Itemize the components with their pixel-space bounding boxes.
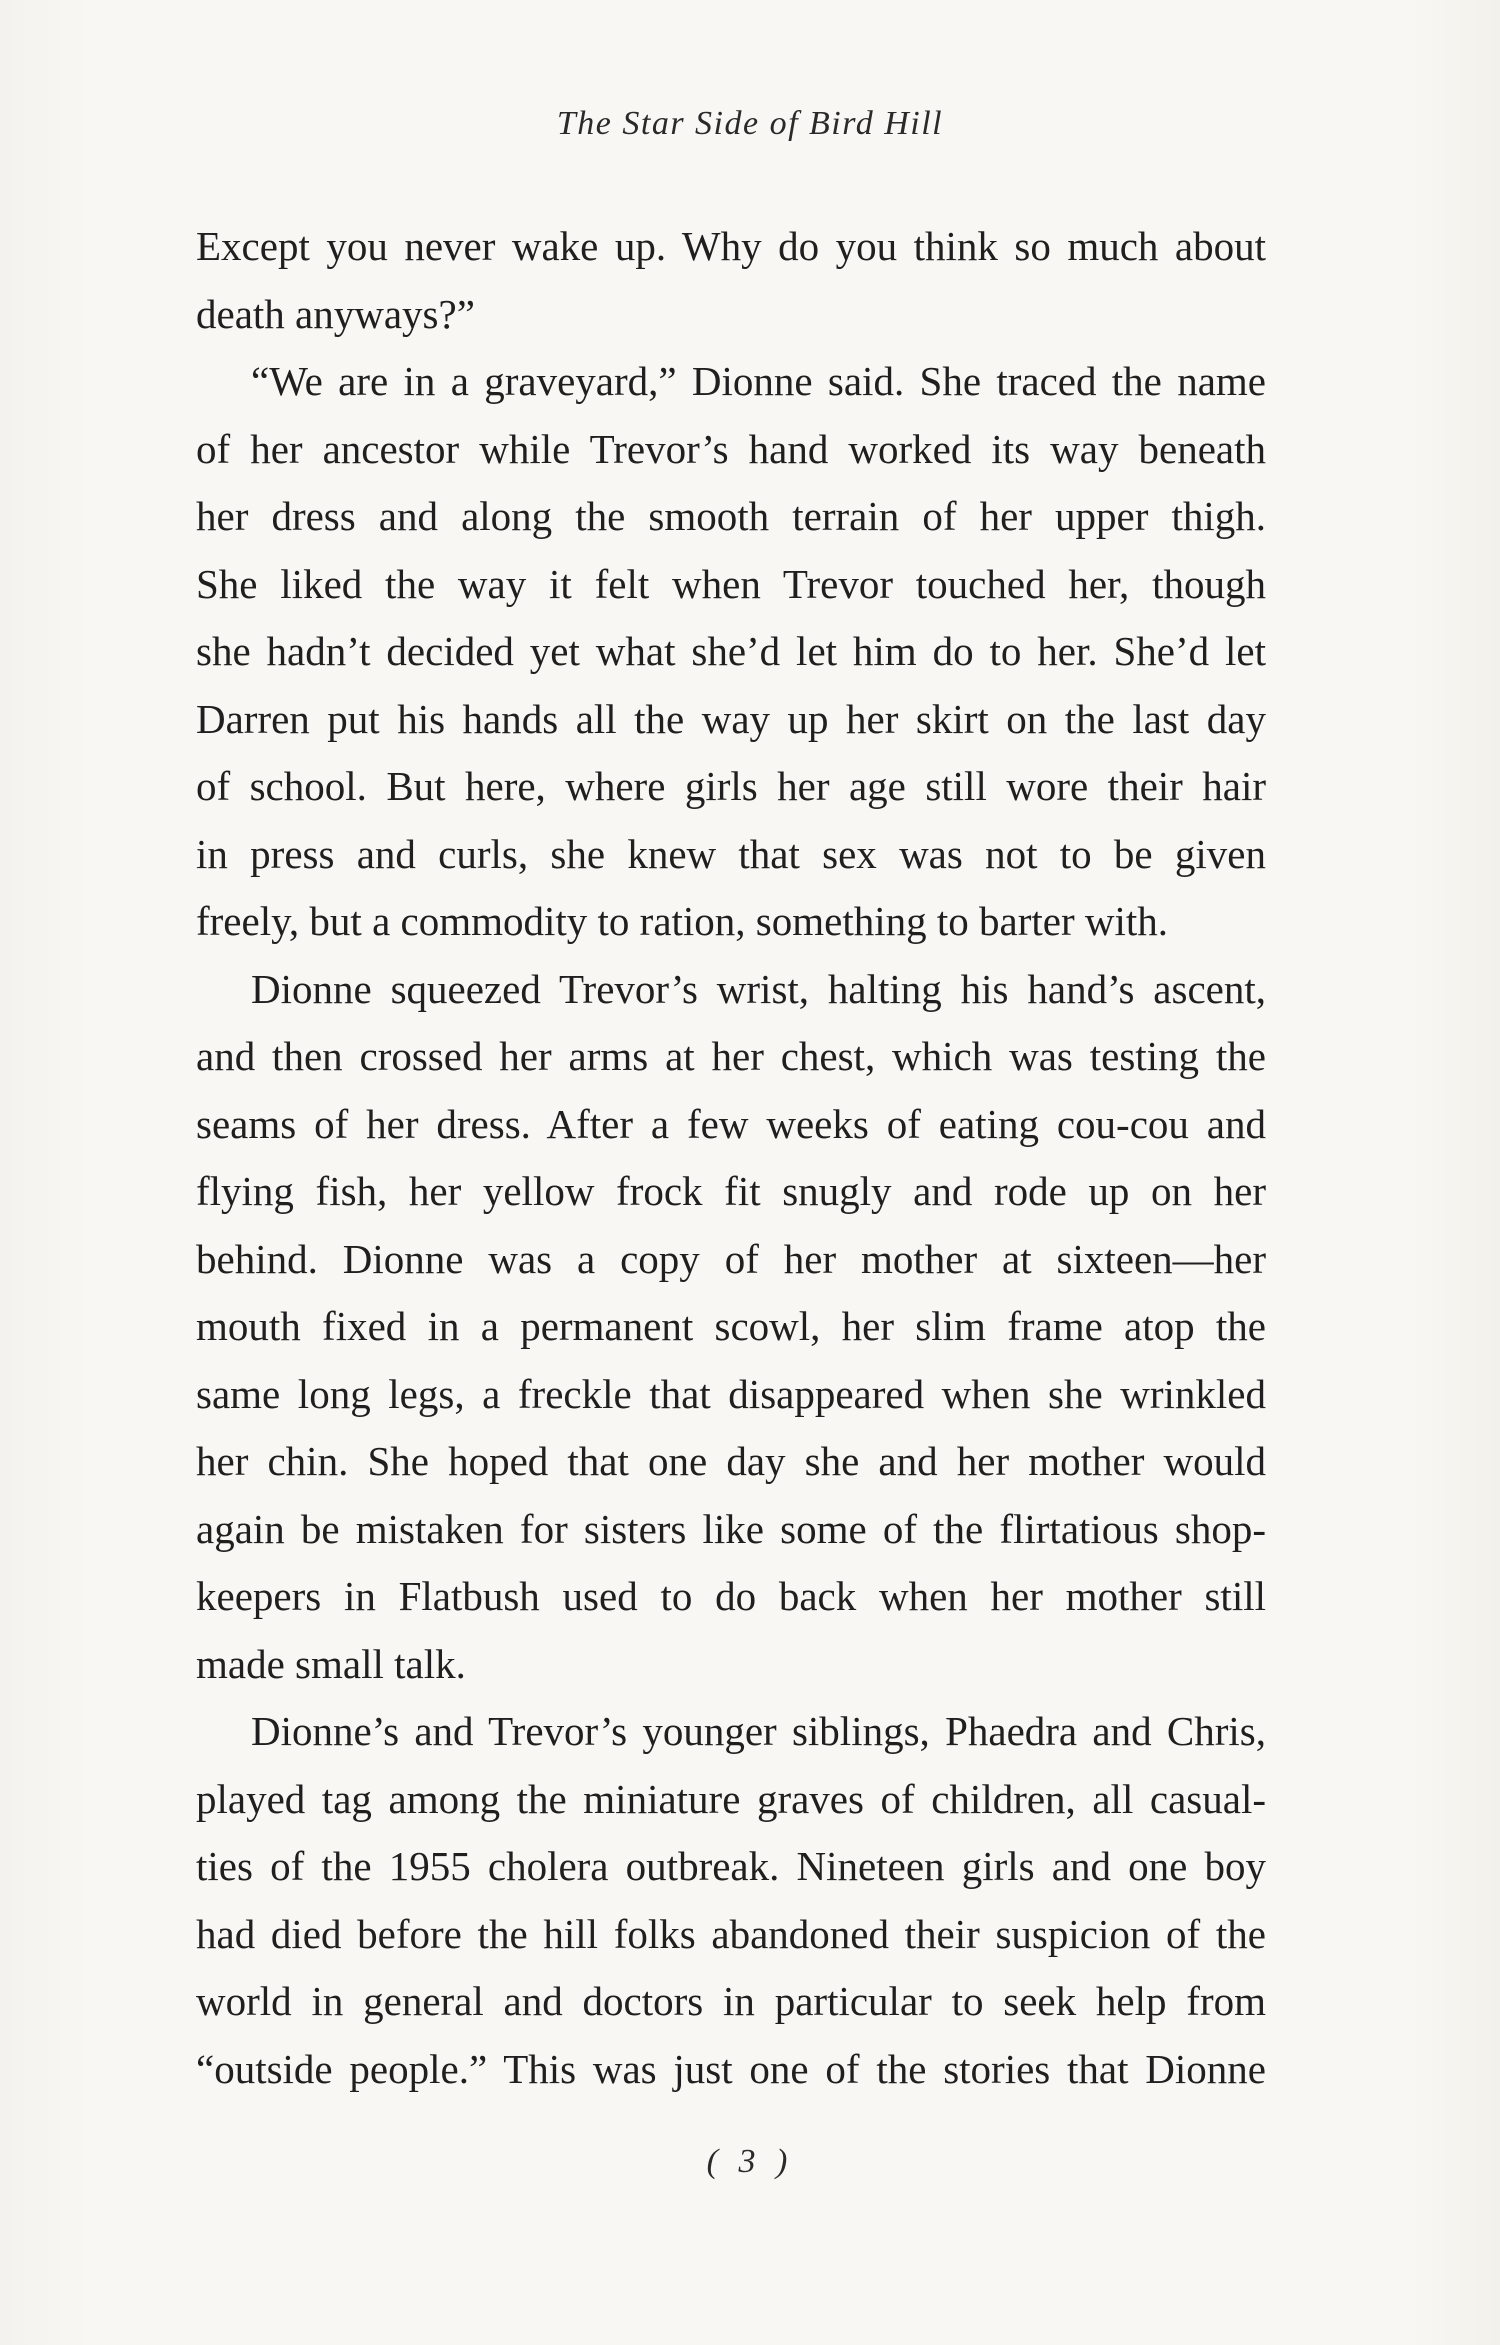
text-line: played tag among the miniature graves of children, all casual- [196, 1775, 1266, 1822]
text-line: her chin. She hoped that one day she and her mother would [196, 1438, 1266, 1484]
text-line: again be mistaken for sisters like some of the flirtatious shop- [196, 1505, 1266, 1552]
text-line: of her ancestor while Trevor’s hand worked its way beneath [196, 425, 1266, 472]
text-line: in press and curls, she knew that sex was not to be given [196, 830, 1266, 877]
paragraph [196, 213, 1266, 348]
text-line: death anyways?” [196, 290, 475, 337]
body-text [196, 213, 1266, 2103]
text-line: Dionne squeezed Trevor’s wrist, halting his hand’s ascent, [251, 965, 1266, 1012]
page-number: ( 3 ) [706, 2143, 794, 2180]
text-line: keepers in Flatbush used to do back when her mother still [196, 1573, 1266, 1619]
paragraph [196, 956, 1266, 1699]
text-line: and then crossed her arms at her chest, which was testing the [196, 1033, 1266, 1079]
text-line: behind. Dionne was a copy of her mother at sixteen—her [196, 1235, 1266, 1282]
text-line: world in general and doctors in particular to seek help from [196, 1978, 1266, 2024]
text-line: she hadn’t decided yet what she’d let him do to her. She’d let [196, 628, 1266, 674]
text-line: “outside people.” This was just one of the stories that Dionne [196, 2045, 1266, 2092]
text-line: freely, but a commodity to ration, something to barter with. [196, 898, 1169, 944]
text-line: Dionne’s and Trevor’s younger siblings, Phaedra and Chris, [251, 1708, 1266, 1754]
paragraph [196, 1698, 1266, 2103]
text-line: ties of the 1955 cholera outbreak. Nineteen girls and one boy [196, 1843, 1266, 1889]
text-line: She liked the way it felt when Trevor touched her, though [196, 560, 1266, 607]
text-line: seams of her dress. After a few weeks of eating cou-cou and [196, 1100, 1266, 1147]
text-line: same long legs, a freckle that disappeared when she wrinkled [196, 1370, 1266, 1417]
text-line: her dress and along the smooth terrain of her upper thigh. [196, 493, 1266, 539]
text-line: Darren put his hands all the way up her skirt on the last day [196, 695, 1266, 742]
text-line: made small talk. [196, 1640, 466, 1687]
text-line: of school. But here, where girls her age still wore their hair [196, 763, 1266, 809]
text-line: flying fish, her yellow frock fit snugly and rode up on her [196, 1168, 1266, 1214]
text-line: had died before the hill folks abandoned their suspicion of the [196, 1910, 1266, 1957]
text-line: Except you never wake up. Why do you think so much about [196, 223, 1266, 269]
text-line: mouth fixed in a permanent scowl, her slim frame atop the [196, 1303, 1266, 1349]
running-head: The Star Side of Bird Hill [556, 105, 944, 142]
paragraph [196, 348, 1266, 956]
text-line: “We are in a graveyard,” Dionne said. She traced the name [251, 358, 1266, 404]
